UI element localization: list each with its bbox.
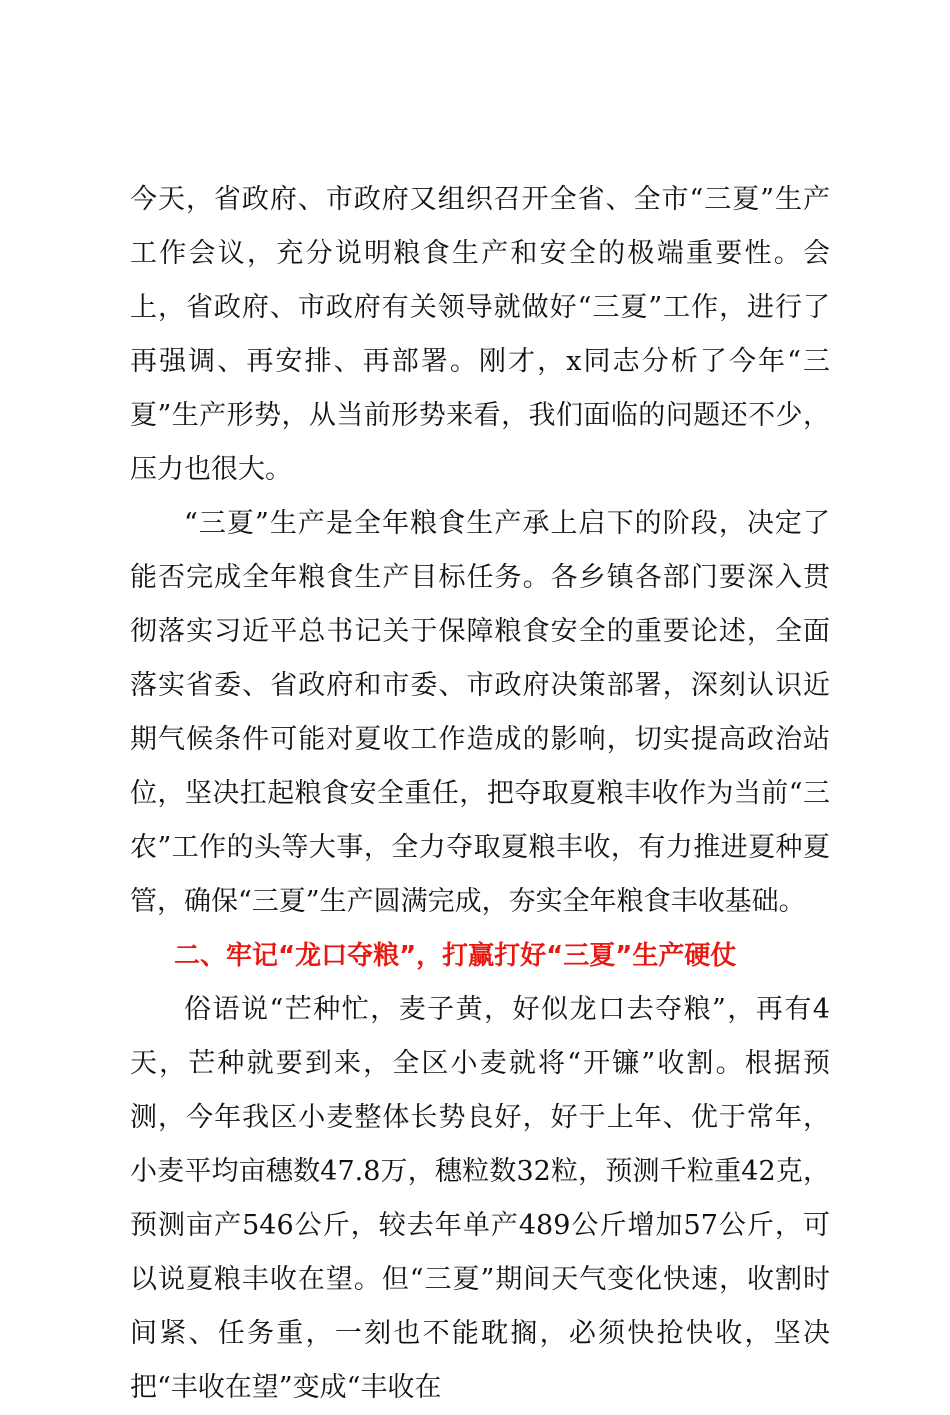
section-heading: 二、牢记“龙口夺粮”，打赢打好“三夏”生产硬仗 (174, 941, 737, 971)
paragraph-2: “三夏”生产是全年粮食生产承上启下的阶段，决定了能否完成全年粮食生产目标任务。各乡镇各部门要深入贯彻落实习近平总书记关于保障粮食安全的重要论述，全面落实省委、省政府和市委、市政府决策部署，深刻认识近期气候条件可能对夏收工作造成的影响，切实提高政治站位，坚决扛起粮食安全重任，把夺取夏粮丰收作为当前“三农”工作的头等大事，全力夺取夏粮丰收，有力推进夏种夏管，确保“三夏”生产圆满完成，夯实全年粮食丰收基础。 (130, 508, 830, 917)
document-body (130, 173, 830, 1415)
paragraph-3: 俗语说“芒种忙，麦子黄，好似龙口去夺粮”，再有4天，芒种就要到来，全区小麦就将“开镰”收割。根据预测，今年我区小麦整体长势良好，好于上年、优于常年，小麦平均亩穗数47.8万，穗粒数32粒，预测千粒重42克，预测亩产546公斤，较去年单产489公斤增加57公斤，可以说夏粮丰收在望。但“三夏”期间天气变化快速，收割时间紧、任务重，一刻也不能耽搁，必须快抢快收，坚决把“丰收在望”变成“丰收在 (130, 994, 830, 1403)
paragraph-1: 今天，省政府、市政府又组织召开全省、全市“三夏”生产工作会议，充分说明粮食生产和安全的极端重要性。会上，省政府、市政府有关领导就做好“三夏”工作，进行了再强调、再安排、再部署。刚才，x同志分析了今年“三夏”生产形势，从当前形势来看，我们面临的问题还不少，压力也很大。 (130, 184, 830, 485)
